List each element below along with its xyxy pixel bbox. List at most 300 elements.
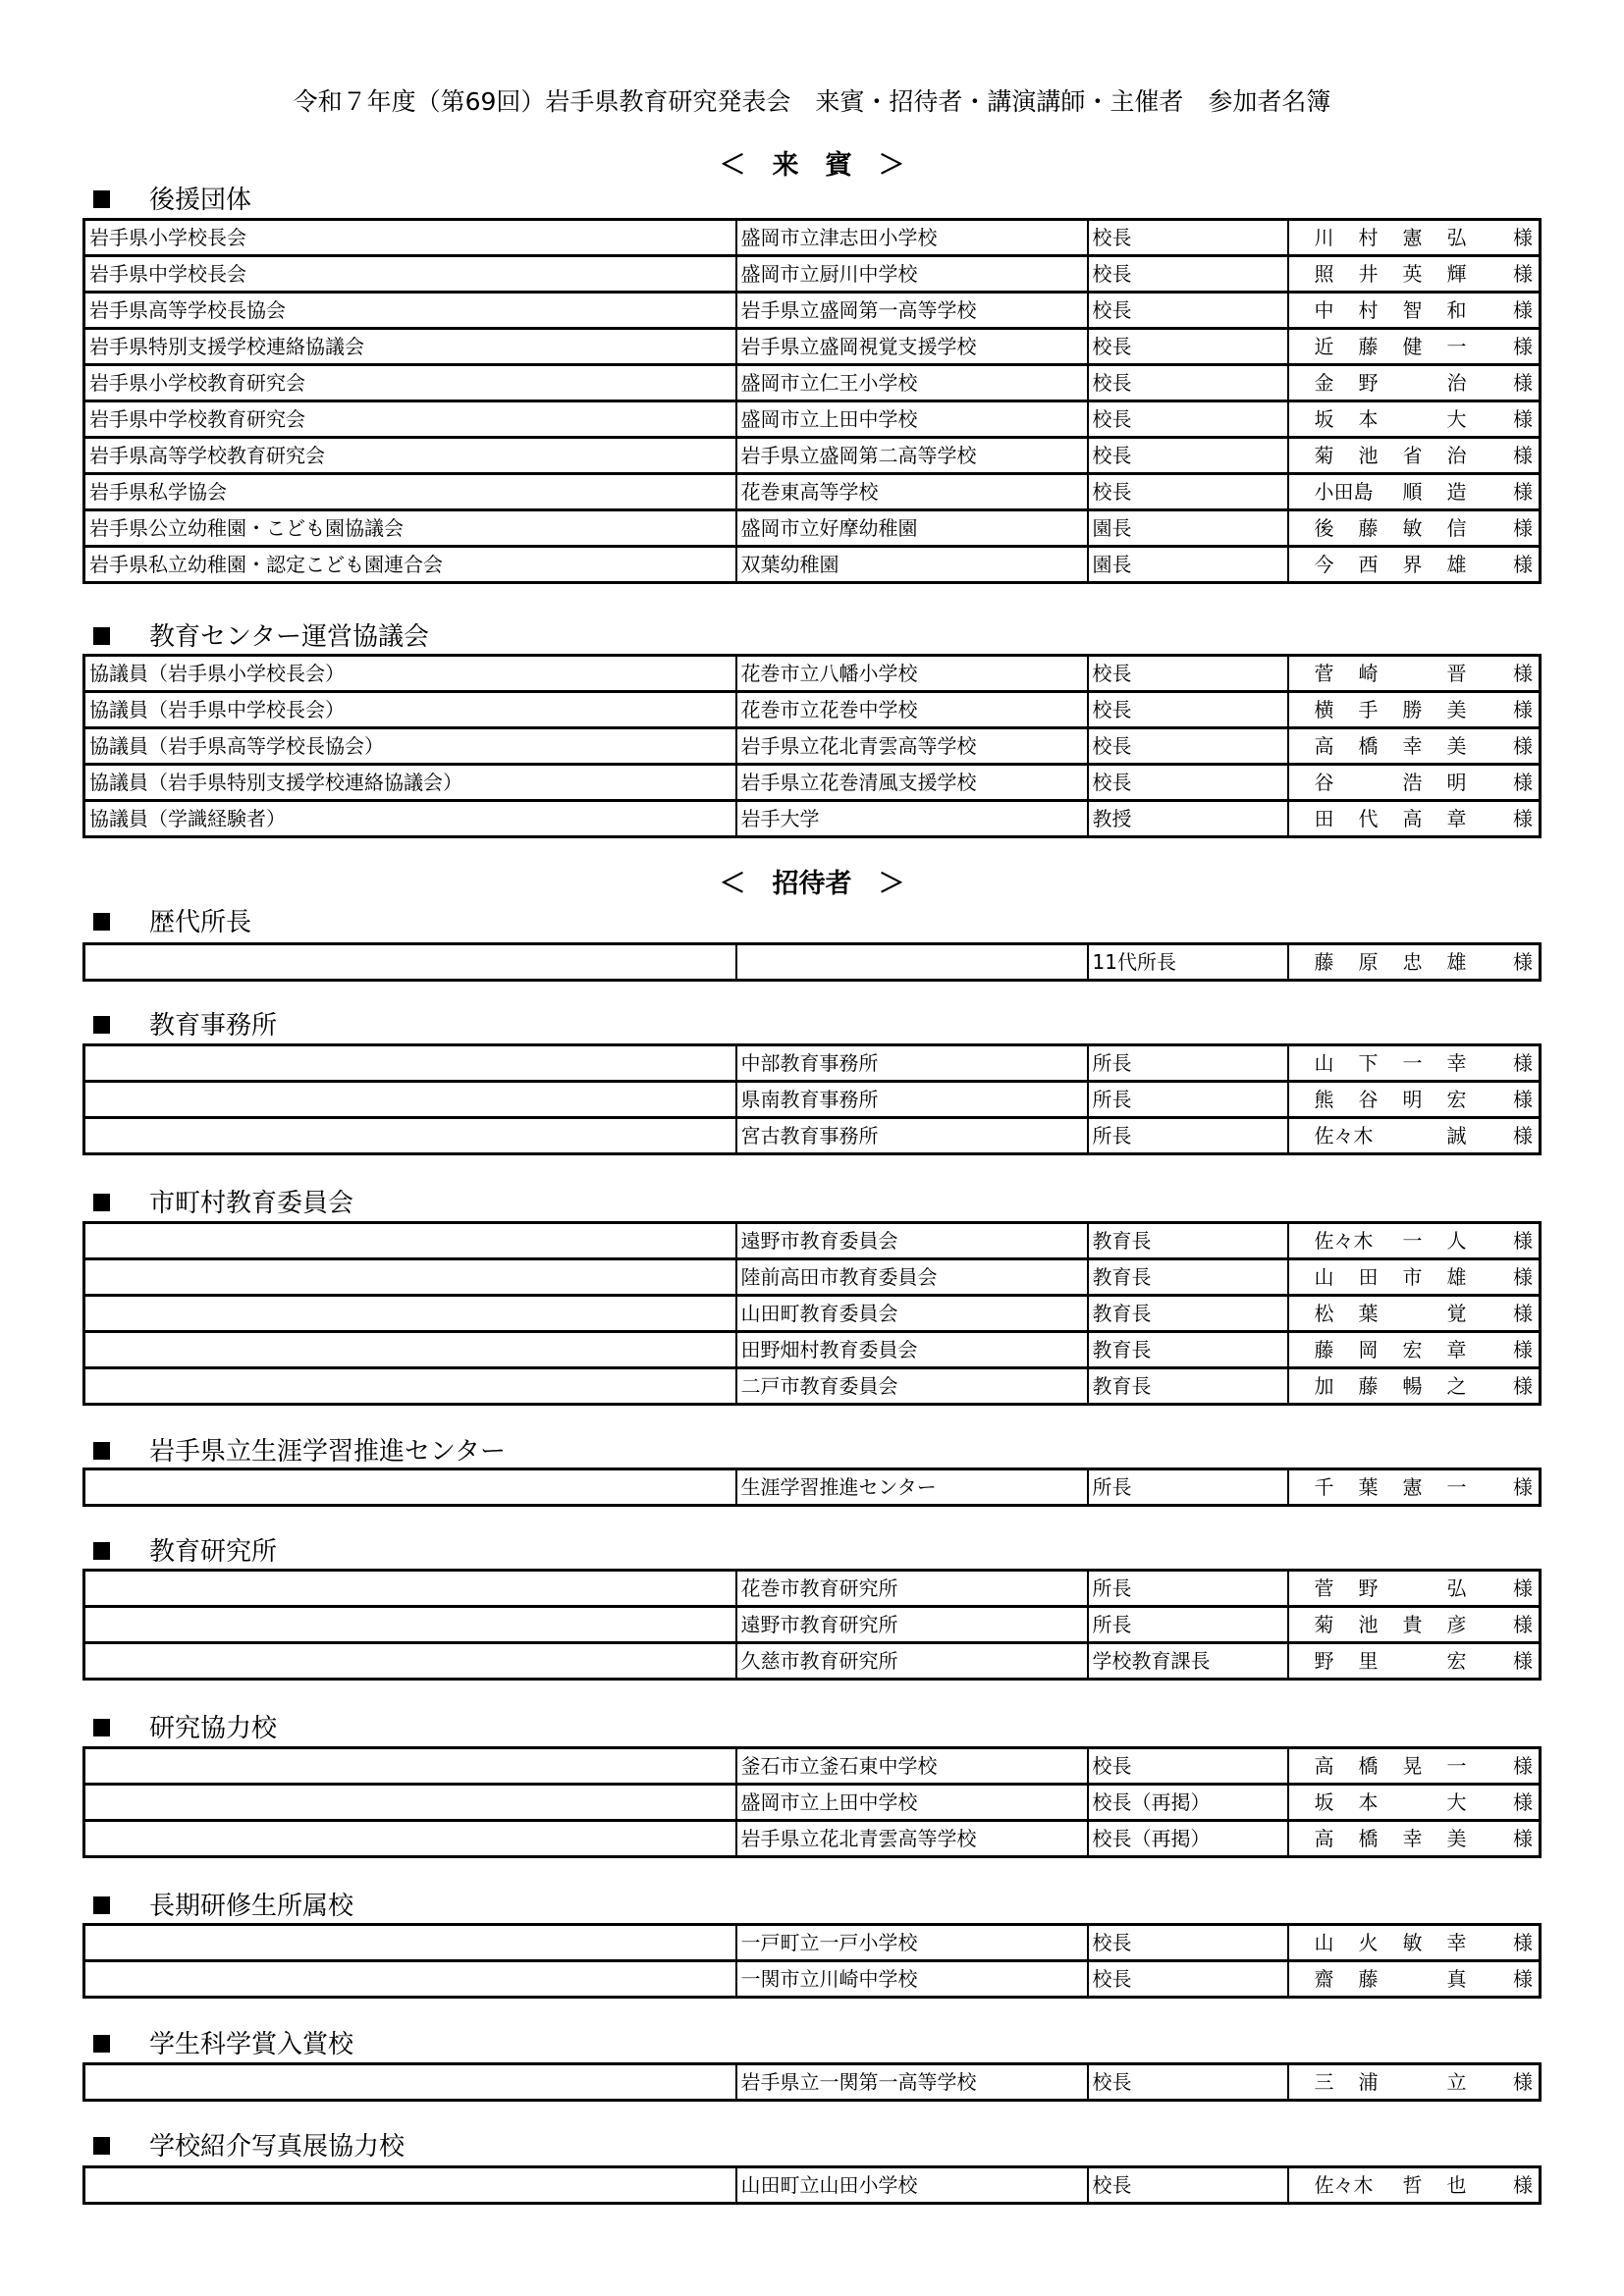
honorific: 様 (1513, 1613, 1533, 1636)
honorific: 様 (1513, 262, 1533, 286)
person-name-cell (1288, 1925, 1541, 1961)
school-cell: 盛岡市立津志田小学校 (736, 220, 1088, 256)
roster-table (82, 1569, 1542, 1681)
name-part (1403, 366, 1447, 400)
school-cell: 盛岡市立好摩幼稚園 (736, 510, 1088, 547)
person-name-cell (1288, 2064, 1541, 2101)
table-row (84, 474, 1541, 510)
name-part: 近 (1314, 335, 1334, 358)
name-part: 菅 (1314, 1576, 1334, 1600)
person-name-cell (1288, 1821, 1541, 1857)
organization-cell (84, 1368, 736, 1405)
person-name-cell (1288, 692, 1541, 728)
honorific: 様 (1513, 553, 1533, 576)
name-part (1403, 1962, 1447, 1996)
position-cell: 校長 (1088, 256, 1288, 293)
position-cell: 校長 (1088, 2167, 1288, 2204)
name-part: 浦 (1358, 2070, 1379, 2094)
name-part: 美 (1446, 734, 1467, 758)
name-part: 誠 (1446, 1124, 1467, 1148)
table-row (84, 510, 1541, 547)
honorific: 様 (1513, 950, 1533, 974)
school-cell (736, 944, 1088, 981)
person-name-cell (1288, 438, 1541, 474)
name-part (1403, 2065, 1447, 2099)
name-part: 幸 (1446, 1931, 1467, 1954)
honorific: 様 (1513, 1338, 1533, 1362)
table-row (84, 1259, 1541, 1296)
table-row (84, 365, 1541, 401)
name-part: 谷 (1314, 771, 1334, 794)
section-heading-label: 学生科学賞入賞校 (149, 2030, 354, 2059)
organization-cell: 岩手県私学協会 (84, 474, 736, 510)
name-part: 藤 (1314, 1338, 1334, 1362)
name-part (1403, 1119, 1447, 1152)
name-part: 田 (1358, 1265, 1379, 1289)
position-cell: 校長 (1088, 765, 1288, 801)
honorific: 様 (1513, 371, 1533, 395)
name-part: 智 (1402, 298, 1423, 322)
school-cell: 盛岡市立厨川中学校 (736, 256, 1088, 293)
section-heading-label: 研究協力校 (149, 1714, 278, 1743)
name-part: 立 (1446, 2070, 1467, 2094)
name-part: 省 (1402, 444, 1423, 467)
name-part: 敏 (1402, 516, 1423, 540)
table-row (84, 1571, 1541, 1607)
organization-cell (84, 1223, 736, 1259)
name-part: 信 (1446, 516, 1467, 540)
name-part: 高 (1402, 807, 1423, 830)
name-part: 幸 (1402, 734, 1423, 758)
position-cell: 校長 (1088, 1925, 1288, 1961)
table-row (84, 220, 1541, 256)
position-cell: 所長 (1088, 1118, 1288, 1154)
school-cell: 花巻市立花巻中学校 (736, 692, 1088, 728)
table-row (84, 2064, 1541, 2101)
name-part: 浩 (1402, 771, 1423, 794)
school-cell: 岩手県立花北青雲高等学校 (736, 728, 1088, 765)
name-part: 後 (1314, 516, 1334, 540)
name-part: 三 (1314, 2070, 1334, 2094)
name-part: 中 (1314, 298, 1334, 322)
position-cell: 校長 (1088, 438, 1288, 474)
name-part (1359, 2168, 1403, 2202)
school-cell: 岩手県立盛岡第二高等学校 (736, 438, 1088, 474)
position-cell: 教育長 (1088, 1296, 1288, 1332)
section-heading (93, 1437, 506, 1467)
section-heading-label: 教育研究所 (149, 1537, 278, 1567)
square-bullet-icon (93, 1016, 110, 1034)
organization-cell (84, 1082, 736, 1118)
honorific: 様 (1513, 1931, 1533, 1954)
name-part: 晃 (1402, 1754, 1423, 1778)
square-bullet-icon (93, 1896, 110, 1914)
name-part: 彦 (1446, 1613, 1467, 1636)
name-part (1403, 657, 1447, 690)
organization-cell (84, 1748, 736, 1785)
person-name-cell (1288, 1368, 1541, 1405)
name-part: 村 (1358, 298, 1379, 322)
name-part: 原 (1358, 950, 1379, 974)
honorific: 様 (1513, 807, 1533, 830)
table-row (84, 293, 1541, 329)
person-name-cell (1288, 365, 1541, 401)
honorific: 様 (1513, 1754, 1533, 1778)
name-part: 明 (1402, 1088, 1423, 1111)
organization-cell (84, 1961, 736, 1998)
table-row (84, 547, 1541, 583)
table-row (84, 656, 1541, 692)
name-part: 金 (1314, 371, 1334, 395)
school-cell: 田野畑村教育委員会 (736, 1332, 1088, 1368)
honorific: 様 (1513, 2173, 1533, 2197)
name-part: 幸 (1402, 1827, 1423, 1850)
school-cell: 遠野市教育研究所 (736, 1607, 1088, 1643)
school-cell: 花巻市立八幡小学校 (736, 656, 1088, 692)
honorific: 様 (1513, 444, 1533, 467)
honorific: 様 (1513, 516, 1533, 540)
name-part: 一 (1402, 1051, 1423, 1075)
honorific: 様 (1513, 2070, 1533, 2094)
honorific: 様 (1513, 734, 1533, 758)
school-cell: 双葉幼稚園 (736, 547, 1088, 583)
name-part: 池 (1358, 1613, 1379, 1636)
name-part: 藤 (1358, 1374, 1379, 1398)
name-part: 大 (1446, 1790, 1467, 1814)
person-name-cell (1288, 765, 1541, 801)
name-part: 山 (1314, 1931, 1334, 1954)
name-part: 田 (1314, 807, 1334, 830)
name-part: 火 (1358, 1931, 1379, 1954)
square-bullet-icon (93, 1719, 110, 1736)
position-cell: 校長 (1088, 365, 1288, 401)
name-part: 本 (1358, 1790, 1379, 1814)
position-cell: 園長 (1088, 547, 1288, 583)
person-name-cell (1288, 1571, 1541, 1607)
person-name-cell (1288, 728, 1541, 765)
section-heading-label: 歴代所長 (149, 908, 252, 937)
honorific: 様 (1513, 1265, 1533, 1289)
section-heading-label: 後援団体 (149, 186, 252, 215)
square-bullet-icon (93, 627, 110, 645)
organization-cell: 岩手県中学校教育研究会 (84, 401, 736, 438)
organization-cell: 岩手県特別支援学校連絡協議会 (84, 329, 736, 365)
person-name-cell (1288, 401, 1541, 438)
name-part: 横 (1314, 698, 1334, 721)
school-cell: 花巻東高等学校 (736, 474, 1088, 510)
organization-cell: 協議員（岩手県小学校長会） (89, 662, 345, 685)
name-part: 崎 (1358, 662, 1379, 685)
name-part: 哲 (1402, 2173, 1423, 2197)
organization-cell (84, 1296, 736, 1332)
table-row (84, 801, 1541, 837)
name-part: 暢 (1402, 1374, 1423, 1398)
school-cell: 生涯学習推進センター (736, 1469, 1088, 1506)
honorific: 様 (1513, 1374, 1533, 1398)
school-cell: 盛岡市立上田中学校 (736, 401, 1088, 438)
table-row (84, 1607, 1541, 1643)
name-part: 藤 (1358, 335, 1379, 358)
name-part (1403, 1786, 1447, 1819)
name-part: 代 (1358, 807, 1379, 830)
honorific: 様 (1513, 1124, 1533, 1148)
section-heading-label: 岩手県立生涯学習推進センター (149, 1437, 506, 1467)
organization-cell: 岩手県小学校教育研究会 (84, 365, 736, 401)
table-row (84, 329, 1541, 365)
honorific: 様 (1513, 480, 1533, 504)
name-part: 山 (1314, 1051, 1334, 1075)
square-bullet-icon (93, 1442, 110, 1460)
section-heading (93, 186, 251, 215)
name-part: 幸 (1446, 1051, 1467, 1075)
name-part: 也 (1446, 2173, 1467, 2197)
section-heading-label: 長期研修生所属校 (149, 1892, 354, 1921)
name-part: 山 (1314, 1265, 1334, 1289)
name-part: 佐々木 (1314, 2173, 1374, 2197)
table-row (84, 1332, 1541, 1368)
part-title-guests: ＜ 来 賓 ＞ (719, 150, 905, 181)
person-name-cell (1288, 293, 1541, 329)
name-part: 章 (1446, 1338, 1467, 1362)
name-part: 一 (1446, 335, 1467, 358)
name-part: 葉 (1358, 1302, 1379, 1325)
table-row (84, 944, 1541, 981)
school-cell: 岩手県立盛岡視覚支援学校 (736, 329, 1088, 365)
table-row (84, 1045, 1541, 1082)
table-row (84, 1469, 1541, 1506)
honorific: 様 (1513, 1827, 1533, 1850)
name-part: 宏 (1446, 1088, 1467, 1111)
roster-table (82, 2062, 1542, 2102)
table-row (84, 1821, 1541, 1857)
roster-table (82, 1923, 1542, 1999)
name-part: 野 (1358, 1576, 1379, 1600)
honorific: 様 (1513, 1649, 1533, 1673)
position-cell: 教育長 (1088, 1259, 1288, 1296)
organization-cell: 岩手県小学校長会 (89, 226, 246, 249)
roster-table (82, 218, 1542, 584)
section-heading (93, 1189, 353, 1218)
name-part: 橋 (1358, 1827, 1379, 1850)
table-row (84, 1118, 1541, 1154)
organization-cell (84, 1259, 736, 1296)
school-cell: 久慈市教育研究所 (736, 1643, 1088, 1680)
name-part: 高 (1314, 1754, 1334, 1778)
section-heading (93, 2132, 405, 2162)
name-part (1359, 475, 1403, 508)
name-part: 藤 (1358, 516, 1379, 540)
organization-cell (84, 1332, 736, 1368)
name-part: 里 (1358, 1649, 1379, 1673)
name-part: 雄 (1446, 1265, 1467, 1289)
name-part: 井 (1358, 262, 1379, 286)
person-name-cell (1288, 1961, 1541, 1998)
person-name-cell (1288, 656, 1541, 692)
table-row (84, 1223, 1541, 1259)
position-cell: 校長（再掲） (1088, 1821, 1288, 1857)
organization-cell (84, 1785, 736, 1821)
roster-table (82, 1043, 1542, 1155)
school-cell: 岩手県立花巻清風支援学校 (736, 765, 1088, 801)
name-part (1403, 402, 1447, 436)
name-part: 一 (1402, 1229, 1423, 1253)
roster-table (82, 2165, 1542, 2205)
person-name-cell (1288, 547, 1541, 583)
position-cell: 校長（再掲） (1088, 1785, 1288, 1821)
name-part: 雄 (1446, 950, 1467, 974)
organization-cell: 協議員（学識経験者） (84, 801, 736, 837)
school-cell: 盛岡市立仁王小学校 (736, 365, 1088, 401)
table-row (84, 2167, 1541, 2204)
name-part: 齋 (1314, 1967, 1334, 1991)
table-row (84, 1082, 1541, 1118)
person-name-cell (1288, 510, 1541, 547)
organization-cell (84, 1118, 736, 1154)
honorific: 様 (1513, 1576, 1533, 1600)
table-row (84, 1296, 1541, 1332)
organization-cell: 協議員（岩手県中学校長会） (84, 692, 736, 728)
organization-cell: 協議員（岩手県特別支援学校連絡協議会） (84, 765, 736, 801)
table-row (84, 401, 1541, 438)
name-part: 藤 (1314, 950, 1334, 974)
name-part: 川 (1314, 226, 1334, 249)
name-part: 弘 (1446, 226, 1467, 249)
person-name-cell (1288, 1332, 1541, 1368)
section-heading (93, 622, 429, 652)
school-cell: 岩手県立一関第一高等学校 (736, 2064, 1088, 2101)
name-part: 佐々木 (1314, 1124, 1374, 1148)
organization-cell: 岩手県高等学校長協会 (84, 293, 736, 329)
person-name-cell (1288, 220, 1541, 256)
organization-cell (84, 1045, 736, 1082)
name-part: 界 (1402, 553, 1423, 576)
honorific: 様 (1513, 407, 1533, 431)
name-part: 敏 (1402, 1931, 1423, 1954)
school-cell: 山田町教育委員会 (736, 1296, 1088, 1332)
honorific: 様 (1513, 298, 1533, 322)
organization-cell (84, 1821, 736, 1857)
honorific: 様 (1513, 771, 1533, 794)
position-cell: 教育長 (1088, 1368, 1288, 1405)
name-part: 照 (1314, 262, 1334, 286)
square-bullet-icon (93, 2035, 110, 2053)
person-name-cell (1288, 1223, 1541, 1259)
name-part: 坂 (1314, 1790, 1334, 1814)
name-part: 松 (1314, 1302, 1334, 1325)
position-cell: 校長 (1088, 1961, 1288, 1998)
person-name-cell (1288, 2167, 1541, 2204)
name-part: 雄 (1446, 553, 1467, 576)
position-cell: 園長 (1088, 510, 1288, 547)
position-cell: 校長 (1088, 474, 1288, 510)
organization-cell (84, 1607, 736, 1643)
school-cell: 陸前高田市教育委員会 (736, 1259, 1088, 1296)
honorific: 様 (1513, 1475, 1533, 1499)
honorific: 様 (1513, 1051, 1533, 1075)
person-name-cell (1288, 801, 1541, 837)
table-row (84, 1643, 1541, 1680)
name-part: 和 (1446, 298, 1467, 322)
square-bullet-icon (93, 2137, 110, 2155)
square-bullet-icon (93, 1194, 110, 1211)
position-cell: 教育長 (1088, 1223, 1288, 1259)
name-part: 佐々木 (1314, 1229, 1374, 1253)
name-part: 橋 (1358, 1754, 1379, 1778)
section-heading (93, 1537, 277, 1567)
honorific: 様 (1513, 1088, 1533, 1111)
school-cell: 盛岡市立上田中学校 (736, 1785, 1088, 1821)
organization-cell: 協議員（岩手県高等学校長協会） (84, 728, 736, 765)
position-cell: 校長 (1088, 220, 1288, 256)
table-row (84, 765, 1541, 801)
position-cell: 校長 (1088, 401, 1288, 438)
person-name-cell (1288, 1643, 1541, 1680)
school-cell: 山田町立山田小学校 (736, 2167, 1088, 2204)
name-part: 今 (1314, 553, 1334, 576)
position-cell: 11代所長 (1088, 944, 1288, 981)
organization-cell (84, 1469, 736, 1506)
name-part (1403, 1644, 1447, 1678)
school-cell: 遠野市教育委員会 (736, 1223, 1088, 1259)
table-row (84, 1785, 1541, 1821)
name-part: 憲 (1402, 226, 1423, 249)
name-part: 貴 (1402, 1613, 1423, 1636)
name-part: 西 (1358, 553, 1379, 576)
name-part: 弘 (1446, 1576, 1467, 1600)
organization-cell (84, 1925, 736, 1961)
organization-cell: 岩手県私立幼稚園・認定こども園連合会 (84, 547, 736, 583)
organization-cell: 岩手県中学校長会 (84, 256, 736, 293)
name-part: 葉 (1358, 1475, 1379, 1499)
roster-table (82, 1746, 1542, 1858)
person-name-cell (1288, 329, 1541, 365)
name-part: 治 (1446, 371, 1467, 395)
person-name-cell (1288, 1259, 1541, 1296)
organization-cell (84, 2064, 736, 2101)
honorific: 様 (1513, 1229, 1533, 1253)
name-part: 忠 (1402, 950, 1423, 974)
position-cell: 校長 (1088, 692, 1288, 728)
position-cell: 校長 (1088, 1748, 1288, 1785)
table-row (84, 256, 1541, 293)
name-part: 村 (1358, 226, 1379, 249)
name-part: 千 (1314, 1475, 1334, 1499)
organization-cell: 岩手県高等学校教育研究会 (84, 438, 736, 474)
name-part: 美 (1446, 1827, 1467, 1850)
section-heading (93, 908, 251, 937)
person-name-cell (1288, 1469, 1541, 1506)
section-heading (93, 1011, 277, 1041)
table-row (84, 692, 1541, 728)
name-part: 本 (1358, 407, 1379, 431)
position-cell: 教育長 (1088, 1332, 1288, 1368)
name-part: 一 (1446, 1475, 1467, 1499)
honorific: 様 (1513, 226, 1533, 249)
roster-table (82, 1221, 1542, 1406)
name-part: 高 (1314, 1827, 1334, 1850)
honorific: 様 (1513, 1302, 1533, 1325)
name-part: 宏 (1446, 1649, 1467, 1673)
section-heading-label: 学校紹介写真展協力校 (149, 2132, 406, 2162)
school-cell: 県南教育事務所 (736, 1082, 1088, 1118)
name-part: 美 (1446, 698, 1467, 721)
section-heading (93, 1892, 353, 1921)
organization-cell: 岩手県公立幼稚園・こども園協議会 (84, 510, 736, 547)
square-bullet-icon (93, 913, 110, 931)
position-cell: 所長 (1088, 1045, 1288, 1082)
name-part: 小田島 (1314, 480, 1374, 504)
position-cell: 校長 (1088, 293, 1288, 329)
